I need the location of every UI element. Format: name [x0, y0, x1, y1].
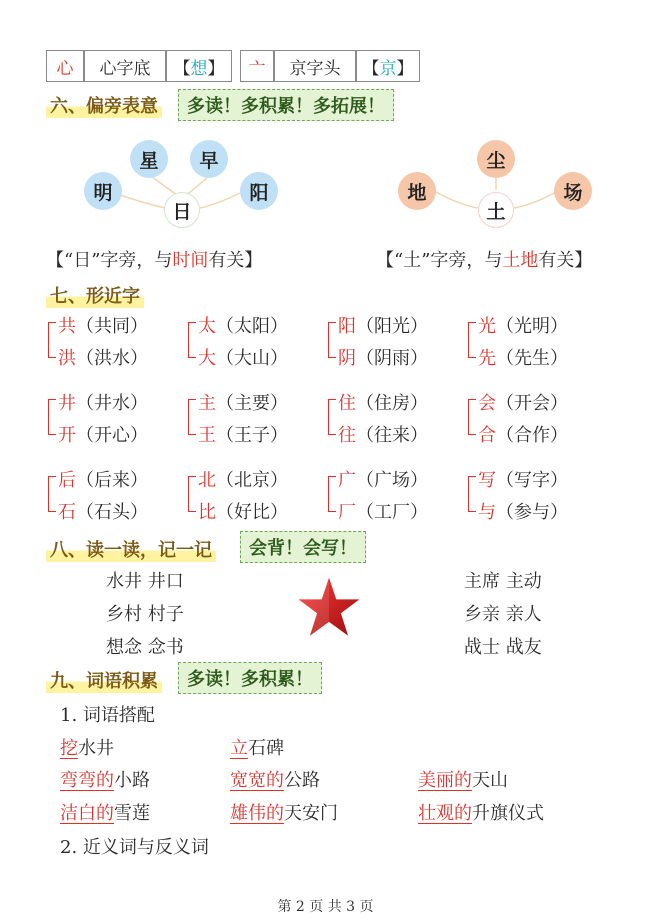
section-title: 七、形近字: [46, 282, 144, 308]
similar-char-line: 阳（阳光）: [338, 316, 428, 337]
bracket-icon: [188, 476, 197, 512]
bracket-icon: [328, 322, 337, 358]
page-footer: 第 2 页 共 3 页: [277, 899, 374, 915]
radical-connector-lines: [0, 0, 651, 260]
similar-char-line: 往（往来）: [338, 425, 428, 446]
similar-char-line: 与（参与）: [478, 502, 568, 523]
char-circle: 场: [554, 172, 592, 210]
char-circle: 阳: [240, 172, 278, 210]
phrase: 壮观的升旗仪式: [418, 803, 544, 824]
word-pair: 战士 战友: [464, 637, 542, 658]
bracket-icon: [328, 399, 337, 435]
similar-char-line: 王（王子）: [198, 425, 288, 446]
subsection-title: 1. 词语搭配: [60, 705, 155, 726]
phrase: 洁白的雪莲: [60, 803, 150, 824]
bracket-icon: [468, 399, 477, 435]
bracket-icon: [48, 399, 57, 435]
phrase: 立石碑: [230, 738, 284, 759]
phrase: 挖水井: [60, 738, 114, 759]
similar-char-pair: [48, 312, 178, 368]
similar-char-line: 主（主要）: [198, 393, 288, 414]
char-circle: 尘: [477, 140, 515, 178]
bracket-icon: [48, 476, 57, 512]
bracket-icon: [468, 476, 477, 512]
similar-char-line: 洪（洪水）: [58, 348, 148, 369]
similar-char-pair: [468, 389, 598, 445]
similar-char-pair: [48, 389, 178, 445]
phrase: 弯弯的小路: [60, 770, 150, 791]
word-pair: 乡亲 亲人: [464, 604, 542, 625]
similar-char-line: 厂（工厂）: [338, 502, 428, 523]
word-pair: 主席 主动: [464, 571, 542, 592]
similar-char-line: 阴（阴雨）: [338, 348, 428, 369]
similar-char-line: 后（后来）: [58, 470, 148, 491]
similar-char-pair: [328, 312, 458, 368]
word-pair: 乡村 村子: [106, 604, 184, 625]
radical-cell: 亠: [240, 50, 274, 82]
similar-char-line: 比（好比）: [198, 502, 288, 523]
similar-char-line: 井（井水）: [58, 393, 148, 414]
char-circle: 地: [398, 172, 436, 210]
word-pair: 想念 念书: [106, 637, 184, 658]
similar-char-line: 开（开心）: [58, 425, 148, 446]
similar-char-line: 共（共同）: [58, 316, 148, 337]
similar-char-line: 大（大山）: [198, 348, 288, 369]
char-circle: 明: [84, 172, 122, 210]
similar-char-line: 太（太阳）: [198, 316, 288, 337]
radical-note: 【“土”字旁，与土地有关】: [376, 250, 593, 271]
bracket-icon: [468, 322, 477, 358]
similar-char-pair: [188, 466, 318, 522]
similar-char-pair: [188, 312, 318, 368]
section-tag: 多读！多积累！多拓展！: [178, 89, 394, 121]
center-radical-circle: 日: [164, 192, 200, 228]
radical-cell: 心: [46, 50, 84, 82]
phrase: 宽宽的公路: [230, 770, 320, 791]
similar-char-line: 住（住房）: [338, 393, 428, 414]
similar-char-pair: [328, 389, 458, 445]
radical-name-cell: 京字头: [274, 50, 356, 82]
section-tag: 会背！会写！: [240, 531, 366, 563]
section-title: 六、偏旁表意: [46, 92, 162, 118]
phrase: 美丽的天山: [418, 770, 508, 791]
section-title: 八、读一读，记一记: [46, 536, 216, 562]
similar-char-line: 北（北京）: [198, 470, 288, 491]
similar-char-line: 光（光明）: [478, 316, 568, 337]
similar-char-line: 广（广场）: [338, 470, 428, 491]
section-tag: 多读！多积累！: [178, 662, 322, 694]
similar-char-pair: [328, 466, 458, 522]
word-pair: 水井 井口: [106, 571, 184, 592]
bracket-icon: [188, 322, 197, 358]
bracket-icon: [188, 399, 197, 435]
section-title: 九、词语积累: [46, 667, 162, 693]
radical-example-cell: 【 京 】: [356, 50, 420, 82]
similar-char-line: 合（合作）: [478, 425, 568, 446]
bracket-icon: [328, 476, 337, 512]
char-circle: 早: [190, 140, 228, 178]
radical-example-cell: 【 想 】: [166, 50, 232, 82]
similar-char-line: 石（石头）: [58, 502, 148, 523]
subsection-title: 2. 近义词与反义词: [60, 837, 209, 858]
red-star-icon: [296, 575, 362, 641]
bracket-icon: [48, 322, 57, 358]
similar-char-line: 写（写字）: [478, 470, 568, 491]
center-radical-circle: 土: [478, 192, 514, 228]
similar-char-pair: [468, 466, 598, 522]
similar-char-pair: [48, 466, 178, 522]
char-circle: 星: [130, 140, 168, 178]
similar-char-line: 先（先生）: [478, 348, 568, 369]
radical-note: 【“日”字旁，与时间有关】: [46, 250, 263, 271]
similar-char-pair: [188, 389, 318, 445]
phrase: 雄伟的天安门: [230, 803, 338, 824]
radical-name-cell: 心字底: [84, 50, 166, 82]
similar-char-line: 会（开会）: [478, 393, 568, 414]
similar-char-pair: [468, 312, 598, 368]
